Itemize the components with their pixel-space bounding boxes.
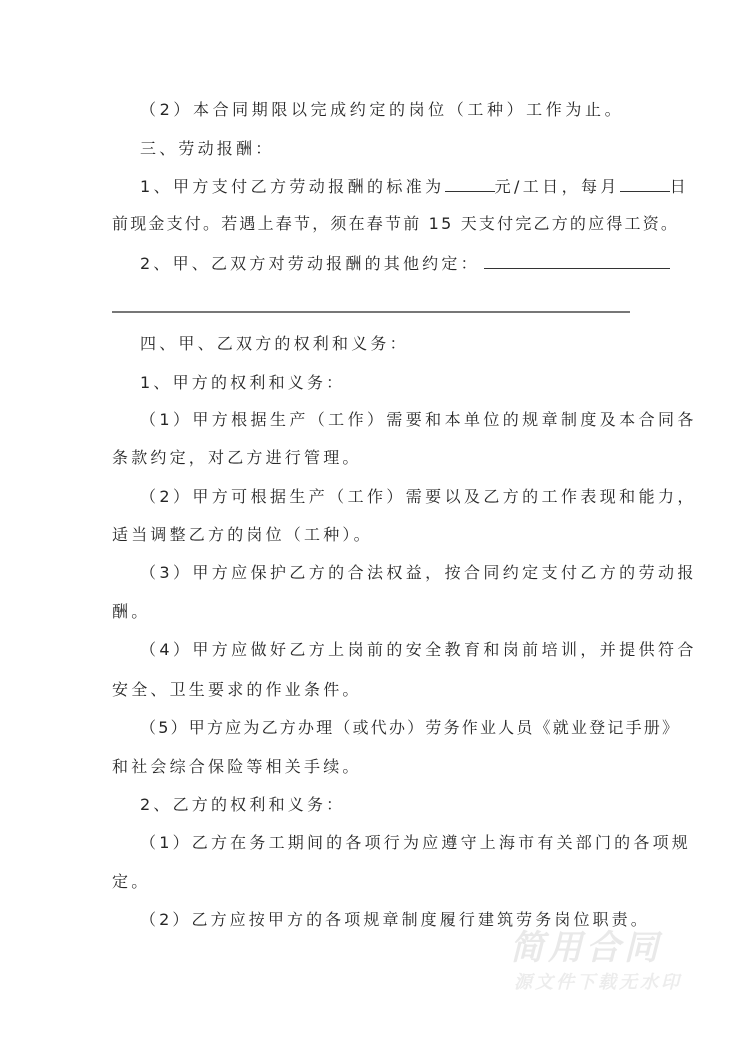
- clause-a3: （3）甲方应保护乙方的合法权益，按合同约定支付乙方的劳动报: [140, 563, 697, 582]
- clause-a2: （2）甲方可根据生产（工作）需要以及乙方的工作表现和能力，: [140, 487, 697, 506]
- clause-pay-standard-cont: 前现金支付。若遇上春节，须在春节前 15 天支付完乙方的应得工资。: [112, 214, 680, 233]
- clause-b1-cont: 定。: [112, 872, 151, 891]
- clause-pay-standard: [140, 175, 690, 198]
- other-pay-text: 2、甲、乙双方对劳动报酬的其他约定：: [140, 254, 480, 273]
- watermark-subtitle: 源文件下载无水印: [514, 972, 682, 993]
- clause-a1: （1）甲方根据生产（工作）需要和本单位的规章制度及本合同各: [140, 410, 697, 429]
- other-pay-blank-line[interactable]: [112, 311, 630, 313]
- clause-a2-cont: 适当调整乙方的岗位（工种）。: [112, 525, 373, 544]
- clause-other-pay: [140, 252, 660, 275]
- other-pay-blank[interactable]: [484, 252, 670, 269]
- pay-unit-text: 元/工日，每月: [494, 177, 620, 196]
- clause-a4-cont: 安全、卫生要求的作业条件。: [112, 680, 362, 699]
- pay-day-suffix: 日: [669, 177, 690, 196]
- clause-a1-cont: 条款约定，对乙方进行管理。: [112, 448, 362, 467]
- daily-wage-blank[interactable]: [445, 175, 495, 192]
- clause-b2: （2）乙方应按甲方的各项规章制度履行建筑劳务岗位职责。: [140, 910, 650, 929]
- subsection-party-b: 2、乙方的权利和义务：: [140, 795, 346, 814]
- pay-standard-text: 1、甲方支付乙方劳动报酬的标准为: [140, 177, 445, 196]
- clause-a5-cont: 和社会综合保险等相关手续。: [112, 757, 362, 776]
- clause-a5: （5）甲方应为乙方办理（或代办）劳务作业人员《就业登记手册》: [140, 718, 681, 737]
- clause-b1: （1）乙方在务工期间的各项行为应遵守上海市有关部门的各项规: [140, 833, 691, 852]
- watermark-title: 简用合同: [510, 928, 662, 968]
- section-heading-remuneration: 三、劳动报酬：: [140, 139, 275, 158]
- clause-a3-cont: 酬。: [112, 602, 151, 621]
- subsection-party-a: 1、甲方的权利和义务：: [140, 373, 346, 392]
- clause-term-end: （2）本合同期限以完成约定的岗位（工种）工作为止。: [140, 100, 625, 119]
- clause-a4: （4）甲方应做好乙方上岗前的安全教育和岗前培训，并提供符合: [140, 640, 697, 659]
- pay-day-blank[interactable]: [620, 175, 670, 192]
- section-heading-rights: 四、甲、乙双方的权利和义务：: [140, 334, 409, 353]
